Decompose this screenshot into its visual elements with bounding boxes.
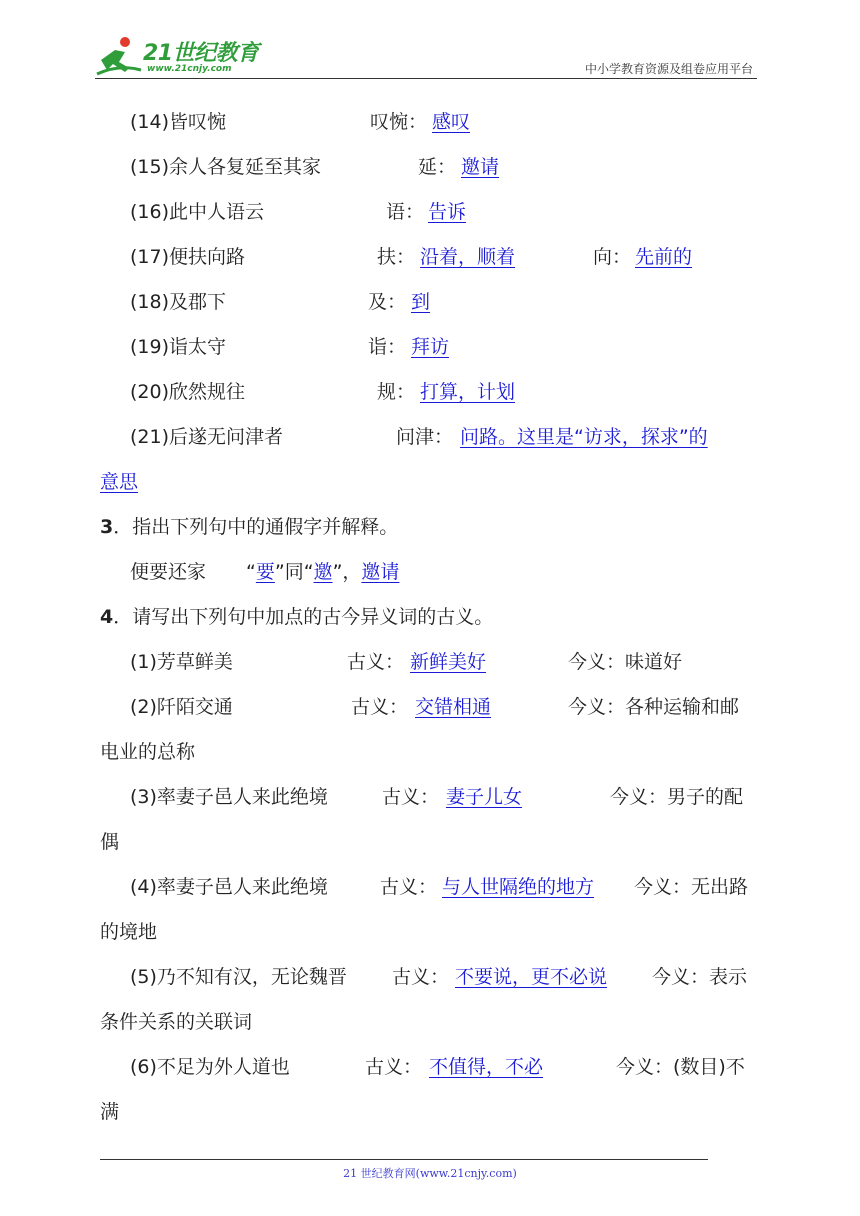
answer: 打算，计划 <box>420 381 516 403</box>
word-label-2: 向： <box>593 246 632 268</box>
item-text: (15)余人各复延至其家 <box>130 156 322 178</box>
jin-continued: 的境地 <box>100 921 158 943</box>
item-text: (16)此中人语云 <box>130 201 265 223</box>
jin-continued: 偶 <box>100 831 120 853</box>
gujin-1 <box>100 640 762 685</box>
answer-continued: 意思 <box>100 471 139 493</box>
item-text: (21)后遂无问津者 <box>130 426 284 448</box>
item-16 <box>100 190 762 235</box>
header-platform-text: 中小学教育资源及组卷应用平台 <box>584 62 753 76</box>
item-21 <box>100 415 762 460</box>
jin-text: 今义：无出路 <box>634 876 749 898</box>
runner-logo-icon <box>95 34 143 78</box>
answer: 问路。这里是“访求，探求”的 <box>460 426 708 448</box>
quote-open: “ <box>246 561 256 583</box>
word-label: 规： <box>377 381 416 403</box>
gujin-2-continued <box>100 730 762 775</box>
item-text: (2)阡陌交通 <box>130 696 233 718</box>
page-header <box>95 30 757 80</box>
answer-char-2: 邀 <box>313 561 333 583</box>
item-text: (1)芳草鲜美 <box>130 651 233 673</box>
jin-text: 今义：味道好 <box>568 651 683 673</box>
item-text: (3)率妻子邑人来此绝境 <box>130 786 328 808</box>
question-text: ．请写出下列句中加点的古今异义词的古义。 <box>113 606 494 628</box>
jin-text: 今义：(数目)不 <box>616 1056 745 1078</box>
question-heading <box>100 595 493 640</box>
word-label: 诣： <box>368 336 407 358</box>
document-body <box>100 100 762 1135</box>
answer: 邀请 <box>461 156 500 178</box>
answer: 不要说，更不必说 <box>455 966 608 988</box>
gu-label: 古义： <box>347 651 405 673</box>
gujin-4-continued <box>100 910 762 955</box>
gujin-6 <box>100 1045 762 1090</box>
word-label: 扶： <box>377 246 416 268</box>
gujin-4 <box>100 865 762 910</box>
item-text: (19)诣太守 <box>130 336 227 358</box>
item-14 <box>100 100 762 145</box>
item-20 <box>100 370 762 415</box>
answer: 到 <box>411 291 431 313</box>
answer: 拜访 <box>411 336 450 358</box>
gu-label: 古义： <box>365 1056 423 1078</box>
answer: 交错相通 <box>415 696 492 718</box>
header-divider <box>95 78 757 79</box>
answer: 不值得，不必 <box>429 1056 544 1078</box>
answer-char-1: 要 <box>255 561 275 583</box>
word-label: 问津： <box>396 426 454 448</box>
footer-text: 21 世纪教育网(www.21cnjy.com) <box>343 1167 517 1180</box>
item-text: (6)不足为外人道也 <box>130 1056 290 1078</box>
logo <box>95 34 295 78</box>
tong-text: ”同“ <box>274 561 314 583</box>
jin-text: 今义：男子的配 <box>610 786 744 808</box>
item-text: (4)率妻子邑人来此绝境 <box>130 876 328 898</box>
word-label: 语： <box>386 201 425 223</box>
gujin-5 <box>100 955 762 1000</box>
answer: 新鲜美好 <box>410 651 487 673</box>
gujin-3 <box>100 775 762 820</box>
gujin-3-continued <box>100 820 762 865</box>
item-21-continued <box>100 460 762 505</box>
answer: 邀请 <box>361 561 400 583</box>
logo-text: 21世纪教育 <box>143 41 259 66</box>
item-17 <box>100 235 762 280</box>
question-text: ．指出下列句中的通假字并解释。 <box>113 516 399 538</box>
question-number: 4 <box>100 606 114 628</box>
item-text: (5)乃不知有汉，无论魏晋 <box>130 966 347 988</box>
item-text: (17)便扶向路 <box>130 246 246 268</box>
tongjia-line <box>246 550 399 595</box>
item-text: (18)及郡下 <box>130 291 227 313</box>
jin-continued: 电业的总称 <box>100 741 196 763</box>
jin-continued: 满 <box>100 1101 120 1123</box>
gujin-2 <box>100 685 762 730</box>
quote-close: ”， <box>332 561 362 583</box>
jin-text: 今义：表示 <box>652 966 748 988</box>
jin-continued: 条件关系的关联词 <box>100 1011 253 1033</box>
item-text: (20)欣然规往 <box>130 381 246 403</box>
item-text: (14)皆叹惋 <box>130 111 227 133</box>
jin-text: 今义：各种运输和邮 <box>568 696 740 718</box>
answer: 感叹 <box>432 111 471 133</box>
word-label: 叹惋： <box>370 111 428 133</box>
gu-label: 古义： <box>382 786 440 808</box>
item-18 <box>100 280 762 325</box>
word-label: 及： <box>368 291 407 313</box>
question-3 <box>100 505 762 550</box>
answer-2: 先前的 <box>635 246 693 268</box>
item-15 <box>100 145 762 190</box>
question-4 <box>100 595 762 640</box>
question-heading <box>100 505 398 550</box>
gu-label: 古义： <box>351 696 409 718</box>
gujin-5-continued <box>100 1000 762 1045</box>
word-label: 延： <box>418 156 457 178</box>
answer: 与人世隔绝的地方 <box>442 876 595 898</box>
item-19 <box>100 325 762 370</box>
item-text: 便要还家 <box>130 561 207 583</box>
gu-label: 古义： <box>380 876 438 898</box>
question-3-item <box>100 550 762 595</box>
footer-divider <box>100 1159 708 1160</box>
answer: 妻子儿女 <box>446 786 523 808</box>
gu-label: 古义： <box>392 966 450 988</box>
logo-url: www.21cnjy.com <box>147 64 232 74</box>
question-number: 3 <box>100 516 114 538</box>
answer: 沿着，顺着 <box>420 246 516 268</box>
gujin-6-continued <box>100 1090 762 1135</box>
answer: 告诉 <box>428 201 467 223</box>
